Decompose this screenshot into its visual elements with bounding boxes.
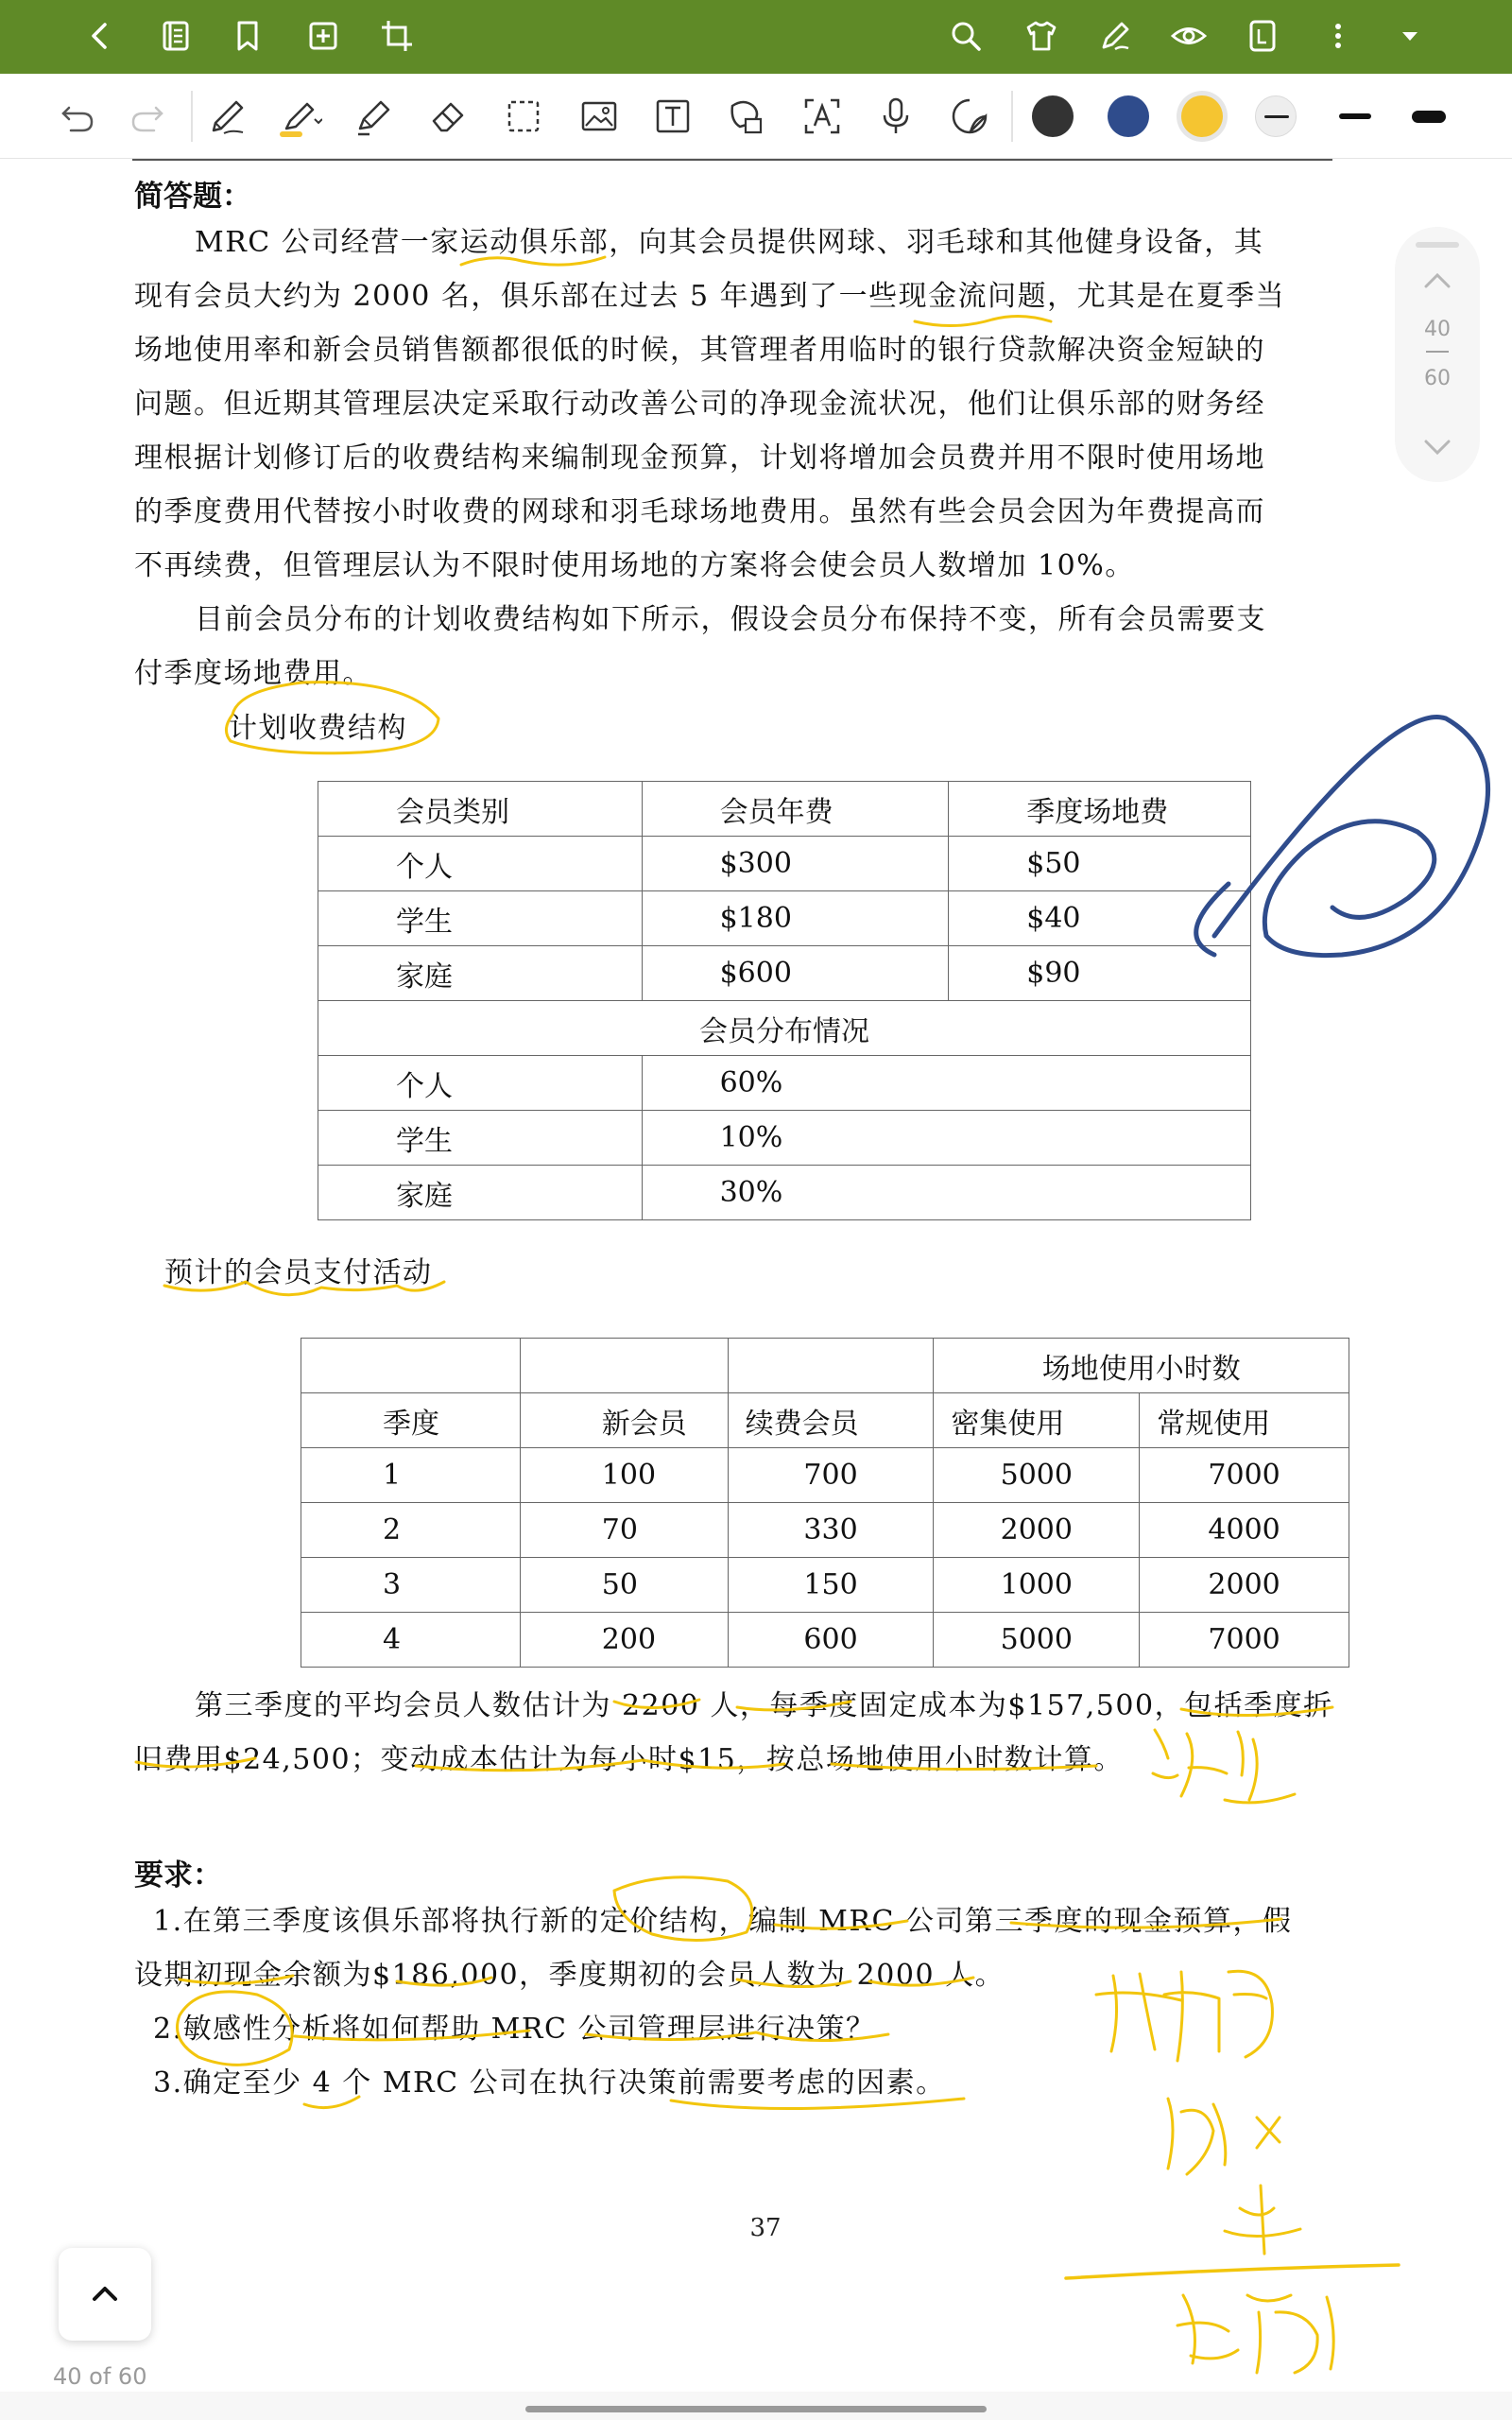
- table-cell: 2000: [934, 1503, 1140, 1558]
- add-page-icon[interactable]: [295, 8, 352, 64]
- pen-tool-icon[interactable]: [198, 88, 255, 145]
- table-row: [318, 891, 1251, 946]
- color-swatch-dark-gray[interactable]: [1032, 95, 1074, 137]
- table-cell: 150: [728, 1558, 934, 1613]
- chevron-up-icon: [88, 2277, 122, 2311]
- activity-table-title: 预计的会员支付活动: [164, 1256, 433, 1289]
- text-line: 现有会员大约为 2000 名，俱乐部在过去 5 年遇到了一些现金流问题，尤其是在夏季当: [134, 280, 1286, 313]
- back-icon[interactable]: [72, 8, 129, 64]
- text-line: 的季度费用代替按小时收费的网球和羽毛球场地费用。虽然有些会员会因为年费提高而: [134, 495, 1265, 528]
- table-cell: 100: [520, 1448, 728, 1503]
- section-heading: 简答题：: [134, 180, 251, 214]
- table-cell: 50: [520, 1558, 728, 1613]
- table-cell: 家庭: [318, 946, 643, 1001]
- table-row: [318, 837, 1251, 891]
- table-row: [301, 1613, 1349, 1668]
- table-cell: 10%: [642, 1111, 1250, 1166]
- previous-page-icon[interactable]: [1418, 263, 1456, 301]
- table-header-row: [301, 1393, 1349, 1448]
- table-header-cell: 会员类别: [318, 782, 643, 837]
- scroller-grip: [1416, 242, 1459, 248]
- toolbar-divider: [191, 91, 193, 142]
- microphone-icon[interactable]: [868, 88, 924, 145]
- notebook-contents-icon[interactable]: [147, 8, 204, 64]
- text-box-icon[interactable]: [644, 88, 701, 145]
- drawing-toolbar: [0, 74, 1512, 159]
- table-cell: 600: [728, 1613, 934, 1668]
- text-line: MRC 公司经营一家运动俱乐部，向其会员提供网球、羽毛球和其他健身设备，其: [195, 226, 1264, 259]
- stroke-thin-sample: [1264, 115, 1289, 118]
- search-icon[interactable]: [937, 8, 994, 64]
- table-cell: 60%: [642, 1056, 1250, 1111]
- page-top-rule: [132, 159, 1332, 161]
- toolbar-divider: [1011, 91, 1013, 142]
- fee-table-title: 计划收费结构: [229, 712, 407, 745]
- text-line: 场地使用率和新会员销售额都很低的时候，其管理者用临时的银行贷款解决资金短缺的: [134, 334, 1265, 367]
- read-mode-eye-icon[interactable]: [1160, 8, 1217, 64]
- table-cell: 2: [301, 1503, 521, 1558]
- requirement-item: 设期初现金余额为$186,000，季度期初的会员人数为 2000 人。: [134, 1959, 1005, 1992]
- stroke-thin-button[interactable]: [1255, 95, 1297, 137]
- top-app-bar: [0, 0, 1512, 74]
- table-row: [318, 1166, 1251, 1220]
- color-swatch-navy[interactable]: [1108, 95, 1149, 137]
- table-cell: $90: [949, 946, 1251, 1001]
- page-count-label: 40 of 60: [53, 2363, 147, 2390]
- table-cell: 4000: [1140, 1503, 1349, 1558]
- table-cell: 700: [728, 1448, 934, 1503]
- table-cell: 30%: [642, 1166, 1250, 1220]
- highlighter-tool-icon[interactable]: [272, 88, 329, 145]
- table-subheader-row: [318, 1001, 1251, 1056]
- text-line: 目前会员分布的计划收费结构如下所示，假设会员分布保持不变，所有会员需要支: [195, 603, 1266, 636]
- sticker-icon[interactable]: [941, 88, 998, 145]
- distribution-title: 会员分布情况: [318, 1001, 1251, 1056]
- stroke-thick-button[interactable]: [1408, 95, 1450, 137]
- marker-tool-icon[interactable]: [344, 88, 401, 145]
- ocr-text-icon[interactable]: [794, 88, 850, 145]
- table-cell: 3: [301, 1558, 521, 1613]
- collapse-toolbar-icon[interactable]: [1382, 8, 1438, 64]
- theme-shirt-icon[interactable]: [1013, 8, 1070, 64]
- eraser-tool-icon[interactable]: [420, 88, 476, 145]
- text-line: 旧费用$24,500；变动成本估计为每小时$15，按总场地使用小时数计算。: [134, 1743, 1124, 1776]
- table-cell-empty: [301, 1339, 521, 1393]
- table-header-cell: 季度场地费: [949, 782, 1251, 837]
- table-header-cell: 会员年费: [642, 782, 949, 837]
- current-page-indicator: 40: [1424, 318, 1451, 341]
- requirement-item: 1.在第三季度该俱乐部将执行新的定价结构，编制 MRC 公司第三季度的现金预算，假: [153, 1905, 1293, 1938]
- redo-icon[interactable]: [119, 88, 176, 145]
- table-header-cell: 常规使用: [1140, 1393, 1349, 1448]
- table-header-cell: 续费会员: [728, 1393, 934, 1448]
- text-line: 不再续费，但管理层认为不限时使用场地的方案将会使会员人数增加 10%。: [134, 549, 1135, 582]
- table-row: [318, 1056, 1251, 1111]
- page-separator: [1426, 351, 1449, 353]
- table-cell: 200: [520, 1613, 728, 1668]
- page-number: 37: [749, 2214, 782, 2242]
- table-row: [301, 1448, 1349, 1503]
- table-cell: 5000: [934, 1613, 1140, 1668]
- table-cell: $180: [642, 891, 949, 946]
- page-layout-icon[interactable]: [1234, 8, 1291, 64]
- table-row: [301, 1558, 1349, 1613]
- table-cell: $50: [949, 837, 1251, 891]
- table-cell: 家庭: [318, 1166, 643, 1220]
- undo-icon[interactable]: [49, 88, 106, 145]
- total-pages-indicator: 60: [1424, 367, 1451, 390]
- table-cell: $600: [642, 946, 949, 1001]
- table-row: [318, 946, 1251, 1001]
- more-menu-icon[interactable]: [1310, 8, 1366, 64]
- text-line: 问题。但近期其管理层决定采取行动改善公司的净现金流状况，他们让俱乐部的财务经: [134, 388, 1265, 421]
- text-line: 第三季度的平均会员人数估计为 2200 人，每季度固定成本为$157,500，包括季度折: [195, 1689, 1333, 1722]
- table-cell: 4: [301, 1613, 521, 1668]
- requirement-item: 3.确定至少 4 个 MRC 公司在执行决策前需要考虑的因素。: [153, 2066, 946, 2100]
- table-cell: 个人: [318, 837, 643, 891]
- stroke-medium-sample: [1339, 113, 1371, 119]
- table-cell: 1000: [934, 1558, 1140, 1613]
- text-line: 理根据计划修订后的收费结构来编制现金预算，计划将增加会员费并用不限时使用场地: [134, 441, 1265, 475]
- stroke-thick-sample: [1412, 111, 1446, 123]
- scroll-to-top-button[interactable]: [59, 2248, 151, 2341]
- membership-activity-table: [301, 1338, 1349, 1668]
- requirement-item: 2.敏感性分析将如何帮助 MRC 公司管理层进行决策？: [153, 2013, 876, 2046]
- stroke-medium-button[interactable]: [1334, 95, 1376, 137]
- table-header-cell: 新会员: [520, 1393, 728, 1448]
- text-line: 付季度场地费用。: [134, 657, 372, 690]
- fee-structure-table: [318, 781, 1251, 1220]
- table-header-cell: 季度: [301, 1393, 521, 1448]
- table-cell: 330: [728, 1503, 934, 1558]
- lasso-select-icon[interactable]: [495, 88, 552, 145]
- next-page-icon[interactable]: [1418, 427, 1456, 465]
- table-cell: 学生: [318, 1111, 643, 1166]
- table-cell: 2000: [1140, 1558, 1349, 1613]
- table-cell: 个人: [318, 1056, 643, 1111]
- table-row: [318, 1111, 1251, 1166]
- color-swatch-yellow-selected[interactable]: [1181, 95, 1223, 137]
- table-header-row: [318, 782, 1251, 837]
- table-row: [301, 1503, 1349, 1558]
- shape-tool-icon[interactable]: [718, 88, 775, 145]
- bookmark-icon[interactable]: [219, 8, 276, 64]
- table-header-cell: 密集使用: [934, 1393, 1140, 1448]
- requirements-heading: 要求：: [134, 1858, 222, 1893]
- table-cell: $300: [642, 837, 949, 891]
- table-cell: 70: [520, 1503, 728, 1558]
- table-group-header-row: [301, 1339, 1349, 1393]
- table-cell: 7000: [1140, 1613, 1349, 1668]
- table-cell-empty: [728, 1339, 934, 1393]
- table-cell: 5000: [934, 1448, 1140, 1503]
- table-cell: 学生: [318, 891, 643, 946]
- edit-pen-icon[interactable]: [1087, 8, 1143, 64]
- table-cell: 7000: [1140, 1448, 1349, 1503]
- insert-image-icon[interactable]: [571, 88, 627, 145]
- table-cell: 1: [301, 1448, 521, 1503]
- crop-icon[interactable]: [369, 8, 425, 64]
- usage-hours-header: 场地使用小时数: [934, 1339, 1349, 1393]
- gesture-home-bar[interactable]: [525, 2406, 987, 2412]
- table-cell-empty: [520, 1339, 728, 1393]
- page-scroller[interactable]: [1395, 227, 1480, 482]
- table-cell: $40: [949, 891, 1251, 946]
